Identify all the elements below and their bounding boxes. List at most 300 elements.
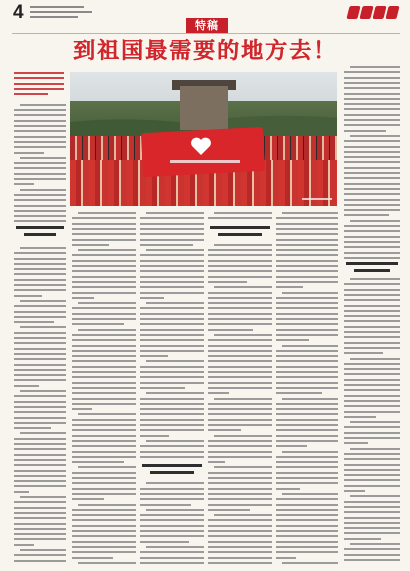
- text-line: [14, 491, 29, 493]
- text-line: [276, 223, 338, 225]
- text-line: [344, 103, 400, 105]
- text-line: [344, 336, 400, 338]
- text-line: [208, 339, 272, 341]
- text-line: [72, 281, 136, 283]
- text-line: [276, 445, 307, 447]
- text-line: [72, 408, 92, 410]
- text-line: [140, 345, 204, 347]
- text-line: [14, 295, 42, 297]
- text-line: [14, 205, 66, 207]
- text-line: [214, 212, 272, 214]
- text-line: [140, 318, 204, 320]
- text-line: [140, 530, 204, 532]
- text-line: [344, 177, 400, 179]
- text-line: [140, 456, 204, 458]
- text-line: [282, 292, 338, 294]
- text-line: [276, 429, 338, 431]
- text-line: [208, 477, 272, 479]
- text-line: [140, 313, 204, 315]
- text-line: [72, 297, 94, 299]
- text-line: [344, 453, 400, 455]
- text-line: [276, 376, 338, 378]
- text-line: [140, 265, 204, 267]
- text-line: [72, 488, 136, 490]
- text-line: [344, 395, 400, 397]
- text-line: [344, 442, 368, 444]
- text-line: [208, 376, 272, 378]
- text-line: [344, 236, 400, 238]
- text-line: [72, 482, 136, 484]
- text-line: [72, 472, 136, 474]
- text-line: [276, 339, 309, 341]
- text-line: [72, 233, 136, 235]
- text-line: [344, 559, 400, 561]
- text-line: [78, 504, 136, 506]
- text-line: [276, 546, 338, 548]
- text-line: [344, 167, 400, 169]
- text-line: [14, 364, 66, 366]
- text-line: [208, 419, 272, 421]
- text-line: [14, 316, 66, 318]
- text-line: [344, 299, 400, 301]
- text-line: [214, 244, 272, 246]
- text-line: [344, 464, 400, 466]
- text-line: [276, 413, 338, 415]
- text-line: [208, 519, 272, 521]
- text-line: [344, 538, 381, 540]
- text-line: [14, 178, 66, 180]
- text-line: [14, 533, 66, 535]
- text-line: [14, 485, 66, 487]
- text-line: [72, 493, 136, 495]
- text-line: [276, 254, 338, 256]
- byline-line: [14, 93, 48, 95]
- text-line: [14, 358, 66, 360]
- text-line: [14, 136, 66, 138]
- text-line: [140, 244, 193, 246]
- article-headline: 到祖国最需要的地方去！: [72, 39, 337, 64]
- text-line: [276, 260, 338, 262]
- text-line: [276, 217, 338, 219]
- text-line: [208, 451, 272, 453]
- text-line: [344, 77, 400, 79]
- text-line: [14, 459, 66, 461]
- text-line: [276, 551, 338, 553]
- text-line: [344, 252, 400, 254]
- text-line: [276, 557, 296, 559]
- text-line: [14, 454, 66, 456]
- text-line: [146, 360, 204, 362]
- text-line: [276, 313, 338, 315]
- logo-glyph: [372, 6, 386, 19]
- text-line: [208, 557, 272, 559]
- text-line: [72, 440, 136, 442]
- section-heading-line: [150, 471, 194, 474]
- text-line: [140, 514, 204, 516]
- text-line: [72, 445, 136, 447]
- text-line: [276, 297, 338, 299]
- text-line: [72, 366, 136, 368]
- text-line: [20, 300, 66, 302]
- text-line: [276, 302, 338, 304]
- text-line: [14, 321, 54, 323]
- text-line: [140, 281, 204, 283]
- text-line: [72, 223, 136, 225]
- text-line: [14, 311, 66, 313]
- text-line: [208, 541, 272, 543]
- text-line: [208, 249, 272, 251]
- text-line: [140, 276, 204, 278]
- text-line: [344, 246, 400, 248]
- text-line: [14, 279, 66, 281]
- text-line: [344, 124, 400, 126]
- text-line: [72, 313, 136, 315]
- section-heading-line: [142, 464, 202, 467]
- text-line: [214, 334, 272, 336]
- text-line: [14, 411, 66, 413]
- text-line: [72, 318, 136, 320]
- text-line: [72, 371, 136, 373]
- text-line: [344, 214, 389, 216]
- byline-line: [14, 77, 64, 79]
- text-line: [14, 167, 66, 169]
- issue-date-line: [30, 11, 92, 13]
- text-line: [14, 194, 66, 196]
- text-line: [208, 307, 272, 309]
- text-line: [344, 368, 400, 370]
- text-line: [208, 281, 247, 283]
- text-line: [140, 551, 204, 553]
- text-line: [14, 305, 66, 307]
- text-line: [276, 488, 300, 490]
- text-line: [20, 549, 66, 551]
- text-line: [140, 233, 204, 235]
- text-line: [344, 379, 400, 381]
- text-line: [14, 369, 66, 371]
- text-line: [14, 152, 44, 154]
- text-line: [140, 424, 204, 426]
- text-line: [208, 382, 272, 384]
- text-line: [276, 504, 338, 506]
- text-line: [344, 294, 400, 296]
- text-line: [344, 257, 400, 259]
- text-line: [140, 493, 204, 495]
- text-line: [14, 183, 34, 185]
- text-line: [276, 318, 338, 320]
- text-line: [14, 379, 66, 381]
- text-line: [14, 538, 66, 540]
- text-line: [14, 501, 66, 503]
- text-line: [276, 403, 338, 405]
- text-line: [344, 554, 400, 556]
- text-line: [208, 292, 272, 294]
- text-line: [140, 254, 204, 256]
- text-line: [20, 432, 66, 434]
- text-line: [14, 374, 66, 376]
- section-heading-line: [210, 226, 270, 229]
- text-line: [14, 523, 66, 525]
- text-line: [146, 440, 204, 442]
- text-line: [140, 223, 204, 225]
- heart-icon: [190, 136, 212, 156]
- text-line: [344, 363, 400, 365]
- byline-line: [14, 72, 64, 74]
- text-line: [72, 514, 136, 516]
- text-line: [20, 104, 66, 106]
- text-line: [208, 482, 272, 484]
- text-line: [72, 265, 136, 267]
- text-line: [276, 477, 338, 479]
- text-line: [140, 498, 204, 500]
- text-line: [72, 551, 136, 553]
- text-line: [72, 477, 136, 479]
- text-line: [140, 387, 185, 389]
- text-line: [208, 498, 272, 500]
- text-line: [208, 472, 272, 474]
- text-line: [72, 244, 109, 246]
- text-line: [208, 461, 225, 463]
- text-line: [72, 360, 136, 362]
- text-line: [276, 530, 338, 532]
- text-line: [14, 337, 66, 339]
- text-line: [276, 366, 338, 368]
- text-line: [140, 445, 204, 447]
- text-line: [140, 451, 204, 453]
- text-line: [140, 541, 189, 543]
- text-line: [344, 119, 400, 121]
- text-line: [14, 268, 66, 270]
- text-line: [344, 283, 400, 285]
- text-line: [344, 458, 400, 460]
- text-line: [20, 157, 66, 159]
- text-line: [344, 146, 400, 148]
- text-line: [14, 480, 66, 482]
- text-line: [140, 535, 204, 537]
- text-line: [140, 525, 204, 527]
- text-line: [14, 560, 66, 562]
- text-line: [72, 403, 136, 405]
- text-line: [350, 135, 400, 137]
- text-line: [72, 334, 136, 336]
- text-line: [276, 355, 338, 357]
- text-line: [146, 392, 204, 394]
- text-line: [344, 485, 400, 487]
- text-line: [276, 509, 338, 511]
- text-line: [344, 479, 400, 481]
- text-line: [208, 318, 272, 320]
- text-line: [208, 371, 272, 373]
- text-line: [14, 427, 51, 429]
- text-line: [140, 355, 168, 357]
- text-line: [344, 161, 400, 163]
- text-line: [208, 546, 272, 548]
- text-line: [72, 392, 136, 394]
- text-line: [344, 204, 400, 206]
- text-line: [140, 504, 191, 506]
- text-line: [282, 451, 338, 453]
- text-line: [140, 398, 204, 400]
- text-line: [208, 276, 272, 278]
- text-line: [344, 331, 400, 333]
- text-line: [208, 408, 272, 410]
- text-line: [14, 342, 66, 344]
- text-line: [344, 209, 400, 211]
- text-line: [344, 289, 400, 291]
- text-line: [140, 376, 204, 378]
- text-line: [344, 93, 400, 95]
- text-line: [72, 429, 136, 431]
- text-line: [276, 466, 338, 468]
- photo-credit-mark: [302, 198, 332, 200]
- text-line: [146, 509, 204, 511]
- text-line: [14, 162, 66, 164]
- text-line: [208, 217, 272, 219]
- text-line: [344, 82, 400, 84]
- text-line: [72, 451, 136, 453]
- text-line: [276, 535, 338, 537]
- text-line: [350, 543, 400, 545]
- text-line: [208, 445, 272, 447]
- text-line: [276, 360, 338, 362]
- text-line: [344, 501, 400, 503]
- text-line: [282, 212, 338, 214]
- text-line: [276, 249, 338, 251]
- text-line: [344, 373, 400, 375]
- text-line: [208, 493, 272, 495]
- text-line: [14, 512, 66, 514]
- text-line: [344, 522, 400, 524]
- text-line: [78, 302, 136, 304]
- text-line: [214, 514, 272, 516]
- text-line: [350, 495, 400, 497]
- text-line: [208, 403, 272, 405]
- text-line: [276, 276, 338, 278]
- text-line: [72, 525, 136, 527]
- text-line: [208, 270, 272, 272]
- text-line: [214, 435, 272, 437]
- text-line: [140, 260, 204, 262]
- text-line: [140, 297, 164, 299]
- text-line: [14, 438, 66, 440]
- text-line: [14, 273, 66, 275]
- text-line: [14, 395, 66, 397]
- text-line: [14, 130, 66, 132]
- text-line: [78, 413, 136, 415]
- text-line: [14, 401, 66, 403]
- section-heading-line: [218, 233, 262, 236]
- text-line: [344, 411, 400, 413]
- text-line: [14, 554, 66, 556]
- text-line: [140, 519, 204, 521]
- text-line: [276, 239, 338, 241]
- text-line: [14, 263, 66, 265]
- text-line: [344, 517, 400, 519]
- text-line: [344, 469, 400, 471]
- text-line: [208, 509, 250, 511]
- text-line: [344, 140, 400, 142]
- text-line: [276, 265, 338, 267]
- text-line: [140, 435, 169, 437]
- text-line: [276, 472, 338, 474]
- text-line: [276, 286, 303, 288]
- text-line: [72, 419, 136, 421]
- text-line: [344, 548, 400, 550]
- text-line: [344, 172, 400, 174]
- text-line: [140, 562, 204, 564]
- text-line: [208, 323, 272, 325]
- text-line: [350, 448, 400, 450]
- text-line: [344, 151, 400, 153]
- text-line: [14, 507, 66, 509]
- text-line: [276, 228, 338, 230]
- text-line: [208, 429, 241, 431]
- text-line: [344, 114, 400, 116]
- text-line: [276, 482, 338, 484]
- text-line: [276, 525, 338, 527]
- text-line: [208, 302, 272, 304]
- text-line: [208, 313, 272, 315]
- text-line: [14, 120, 66, 122]
- text-line: [276, 541, 338, 543]
- text-line: [146, 482, 204, 484]
- text-line: [276, 392, 322, 394]
- text-line: [208, 535, 272, 537]
- byline-line: [14, 88, 64, 90]
- text-line: [208, 440, 272, 442]
- text-line: [14, 443, 66, 445]
- section-heading-line: [16, 226, 64, 229]
- text-line: [72, 387, 136, 389]
- text-line: [276, 419, 338, 421]
- text-line: [14, 210, 66, 212]
- text-line: [344, 426, 400, 428]
- text-line: [14, 417, 66, 419]
- text-line: [20, 326, 66, 328]
- text-line: [344, 188, 400, 190]
- text-line: [72, 276, 136, 278]
- text-line: [344, 225, 400, 227]
- text-line: [14, 422, 66, 424]
- text-line: [344, 490, 365, 492]
- text-line: [14, 475, 66, 477]
- text-line: [72, 509, 136, 511]
- text-line: [72, 398, 136, 400]
- text-line: [350, 358, 400, 360]
- text-line: [140, 217, 204, 219]
- text-line: [208, 551, 272, 553]
- text-line: [344, 506, 400, 508]
- photo-banner-text-mark: [170, 160, 240, 163]
- text-line: [72, 456, 136, 458]
- text-line: [72, 350, 136, 352]
- text-line: [282, 398, 338, 400]
- text-line: [208, 366, 272, 368]
- text-line: [344, 310, 400, 312]
- text-line: [140, 228, 204, 230]
- text-line: [208, 392, 229, 394]
- text-line: [20, 189, 66, 191]
- text-line: [276, 382, 338, 384]
- text-line: [72, 541, 136, 543]
- text-line: [208, 355, 272, 357]
- text-line: [276, 323, 338, 325]
- text-line: [344, 241, 400, 243]
- text-line: [276, 408, 338, 410]
- text-line: [146, 546, 204, 548]
- text-line: [14, 406, 66, 408]
- text-line: [208, 350, 272, 352]
- text-line: [14, 215, 66, 217]
